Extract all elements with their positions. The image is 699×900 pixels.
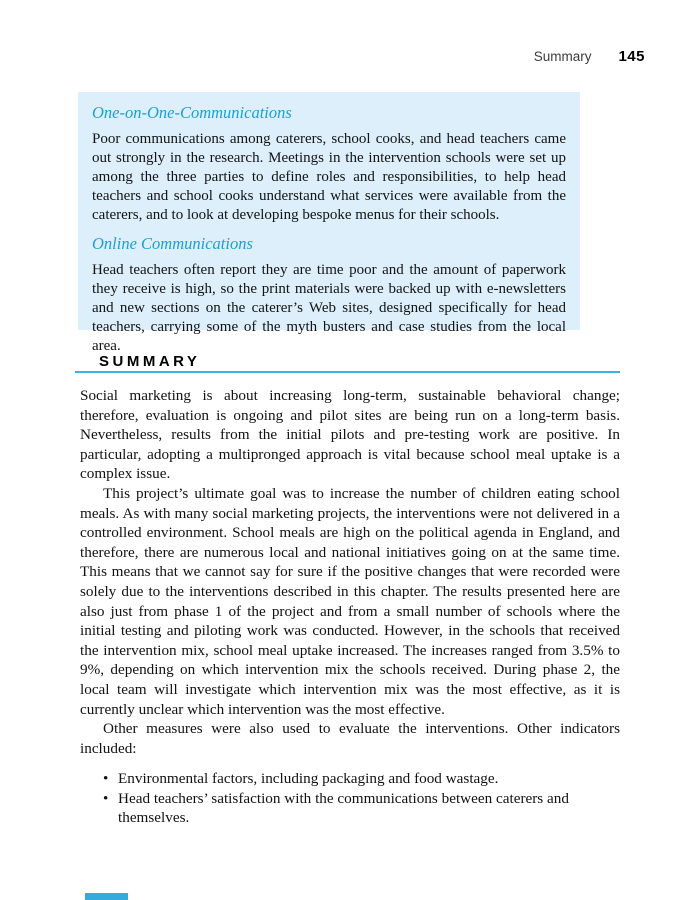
- summary-paragraph-3: Other measures were also used to evaluate the interventions. Other indicators included:: [80, 720, 620, 757]
- callout-paragraph: Head teachers often report they are time poor and the amount of paperwork they receive is high, so the print materials were backed up with e-newsletters and new sections on the caterer’s Web sites, designed specifically for head teachers, carrying some of the myth busters and case studies from the local area.: [92, 262, 566, 354]
- summary-heading-rule: [75, 371, 620, 373]
- indicator-bullet-list: [80, 769, 620, 828]
- callout-heading-online: Online Communications: [92, 234, 253, 253]
- callout-paragraph: Poor communications among caterers, school cooks, and head teachers came out strongly in the research. Meetings in the intervention schools were set up among the three parties to define roles and responsibilities, to help head teachers and school cooks understand what services were available from the caterers, and to look at developing bespoke menus for their schools.: [92, 131, 566, 223]
- callout-box: [78, 92, 580, 354]
- summary-body: [80, 386, 620, 828]
- list-item: [103, 769, 620, 789]
- running-header: [534, 48, 645, 65]
- page-number: 145: [618, 48, 645, 65]
- bullet-icon: •: [103, 789, 109, 807]
- bullet-text: Head teachers’ satisfaction with the communications between caterers and themselves.: [118, 789, 569, 827]
- bullet-text: Environmental factors, including packaging and food wastage.: [118, 770, 499, 788]
- next-callout-box-peek: [85, 893, 128, 900]
- list-item: [103, 789, 620, 828]
- bullet-icon: •: [103, 770, 109, 788]
- summary-section-heading: SUMMARY: [99, 353, 201, 370]
- running-header-section: Summary: [533, 49, 592, 64]
- summary-paragraph-1: Social marketing is about increasing long-term, sustainable behavioral change; therefore, evaluation is ongoing and pilot sites are being run on a long-term basis. Nevertheless, results from the initial pilots and pre-testing work are positive. In particular, adopting a multipronged approach is vital because school meal uptake is a complex issue.: [80, 387, 620, 483]
- callout-heading-one-on-one: One-on-One-Communications: [92, 103, 292, 122]
- summary-paragraph-2: This project’s ultimate goal was to increase the number of children eating school meals. As with many social marketing projects, the interventions were not delivered in a controlled environment. School meals are high on the political agenda in England, and therefore, there are numerous local and national initiatives going on at the same time. This means that we cannot say for sure if the positive changes that were recorded were solely due to the interventions described in this chapter. The results presented here are also just from phase 1 of the project and from a small number of schools where the initial testing and piloting work was conducted. However, in the schools that received the intervention mix, school meal uptake increased. The increases ranged from 3.5% to 9%, depending on which intervention mix the schools received. During phase 2, the local team will investigate which intervention mix was the most effective, as it is currently unclear which intervention was the most effective.: [80, 484, 620, 718]
